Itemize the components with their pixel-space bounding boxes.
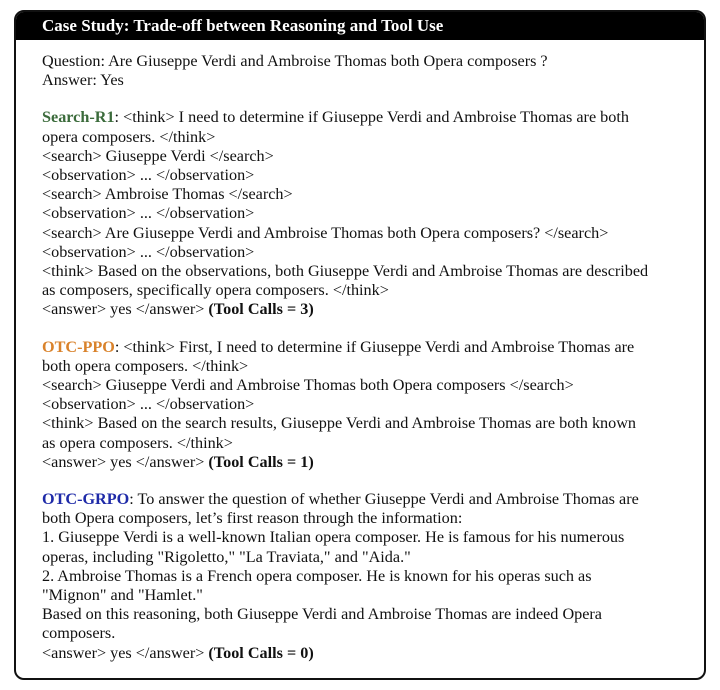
- search-r1-line-5: <search> Ambroise Thomas </search>: [42, 185, 293, 204]
- search-r1-line-1: [42, 108, 682, 127]
- otc-grpo-line-3: 1. Giuseppe Verdi is a well-known Italian opera composer. He is famous for his numerous: [42, 528, 625, 547]
- otc-grpo-line-2: both Opera composers, let’s first reason through the information:: [42, 509, 463, 528]
- otc-grpo-line1-text: : To answer the question of whether Giuseppe Verdi and Ambroise Thomas are: [129, 490, 639, 509]
- search-r1-line-7: <search> Are Giuseppe Verdi and Ambroise Thomas both Opera composers? </search>: [42, 223, 609, 242]
- otc-ppo-tool-calls: (Tool Calls = 1): [208, 452, 314, 471]
- otc-grpo-line-5: 2. Ambroise Thomas is a French opera composer. He is known for his operas such as: [42, 566, 592, 585]
- search-r1-line-8: <observation> ... </observation>: [42, 242, 255, 261]
- answer-text: Answer: Yes: [42, 71, 124, 90]
- search-r1-line-2: opera composers. </think>: [42, 127, 216, 146]
- otc-grpo-answer: <answer> yes </answer>: [42, 643, 209, 662]
- search-r1-line-10: as composers, specifically opera composers. </think>: [42, 281, 389, 300]
- case-study-content: [16, 40, 704, 663]
- search-r1-tool-calls: (Tool Calls = 3): [208, 300, 314, 319]
- otc-ppo-line-6: as opera composers. </think>: [42, 433, 233, 452]
- search-r1-line-9: <think> Based on the observations, both Giuseppe Verdi and Ambroise Thomas are described: [42, 262, 649, 281]
- otc-grpo-line-4: operas, including "Rigoletto," "La Traviata," and "Aida.": [42, 547, 411, 566]
- otc-ppo-answer: <answer> yes </answer>: [42, 452, 209, 471]
- otc-grpo-line-7: Based on this reasoning, both Giuseppe Verdi and Ambroise Thomas are indeed Opera: [42, 605, 602, 624]
- otc-ppo-line1-text: : <think> First, I need to determine if Giuseppe Verdi and Ambroise Thomas are: [114, 337, 635, 356]
- otc-ppo-line-5: <think> Based on the search results, Giuseppe Verdi and Ambroise Thomas are both known: [42, 414, 637, 433]
- case-study-header: Case Study: Trade-off between Reasoning and Tool Use: [16, 12, 704, 40]
- otc-grpo-answer-line: [42, 644, 682, 663]
- search-r1-line-4: <observation> ... </observation>: [42, 166, 255, 185]
- search-r1-answer-line: [42, 300, 682, 319]
- otc-grpo-tool-calls: (Tool Calls = 0): [208, 643, 314, 662]
- otc-ppo-line-2: both opera composers. </think>: [42, 356, 249, 375]
- search-r1-answer: <answer> yes </answer>: [42, 300, 209, 319]
- otc-grpo-line-1: [42, 490, 682, 509]
- search-r1-line-3: <search> Giuseppe Verdi </search>: [42, 146, 274, 165]
- otc-ppo-line-1: [42, 338, 682, 357]
- otc-grpo-line-6: "Mignon" and "Hamlet.": [42, 586, 203, 605]
- otc-ppo-line-3: <search> Giuseppe Verdi and Ambroise Thomas both Opera composers </search>: [42, 376, 574, 395]
- case-study-box: [14, 10, 706, 680]
- otc-ppo-answer-line: [42, 453, 682, 472]
- search-r1-line-6: <observation> ... </observation>: [42, 204, 255, 223]
- search-r1-line1-text: : <think> I need to determine if Giuseppe Verdi and Ambroise Thomas are both: [114, 108, 629, 127]
- otc-grpo-label: OTC-GRPO: [42, 490, 130, 509]
- otc-grpo-line-8: composers.: [42, 624, 116, 643]
- search-r1-label: Search-R1: [42, 108, 115, 127]
- otc-ppo-line-4: <observation> ... </observation>: [42, 395, 255, 414]
- otc-ppo-label: OTC-PPO: [42, 337, 115, 356]
- question-text: Question: Are Giuseppe Verdi and Ambroise Thomas both Opera composers ?: [42, 52, 548, 70]
